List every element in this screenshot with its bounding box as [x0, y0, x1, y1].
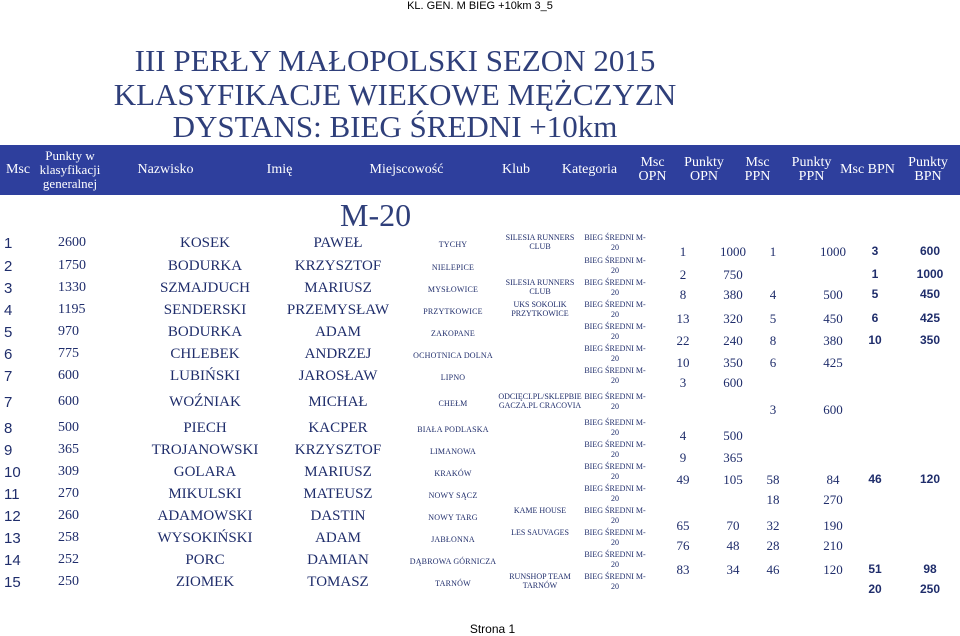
m-opn-cell: 9 [679, 450, 687, 465]
m-opn-cell: 10 [676, 355, 690, 370]
surname-cell: LUBIŃSKI [170, 368, 240, 384]
first-name-cell: ADAM [315, 530, 361, 546]
category-cell: BIEG ŚREDNI M-20 [584, 550, 646, 569]
m-ppn-cell: 6 [769, 355, 777, 370]
category-cell: BIEG ŚREDNI M-20 [584, 392, 646, 411]
p-bpn-cell: 98 [923, 562, 937, 576]
surname-cell: BODURKA [167, 324, 243, 340]
p-bpn-cell: 450 [919, 287, 941, 301]
col-msc-bpn: Msc BPN [839, 145, 896, 195]
m-bpn-cell: 6 [871, 311, 879, 325]
col-msc: Msc [0, 145, 36, 195]
general-points-cell: 600 [58, 368, 79, 383]
general-points-cell: 2600 [58, 235, 86, 250]
general-points-cell: 1750 [58, 258, 86, 273]
m-bpn-cell: 3 [871, 244, 879, 258]
rank-cell: 6 [4, 346, 13, 363]
col-first-name: Imię [227, 145, 332, 195]
surname-cell: CHLEBEK [170, 346, 240, 362]
table-row [0, 278, 960, 300]
city-cell: BIAŁA PODLASKA [417, 425, 489, 434]
general-points-cell: 250 [58, 574, 79, 589]
club-cell: ODCIĘCI.PL/SKLEPBIE GACZA.PL CRACOVIA [498, 392, 582, 410]
col-msc-opn: Msc OPN [628, 145, 677, 195]
rank-cell: 7 [4, 368, 13, 385]
category-cell: BIEG ŚREDNI M-20 [584, 366, 646, 385]
p-opn-cell: 365 [723, 450, 743, 465]
p-ppn-cell: 600 [823, 402, 843, 417]
general-points-cell: 260 [58, 508, 79, 523]
m-bpn-cell: 5 [871, 287, 879, 301]
m-opn-cell: 8 [679, 287, 687, 302]
rank-cell: 12 [4, 508, 21, 525]
p-opn-cell: 600 [723, 375, 743, 390]
col-club: Klub [481, 145, 551, 195]
m-bpn-cell: 1 [871, 267, 879, 281]
first-name-cell: JAROSŁAW [298, 368, 378, 384]
city-cell: TYCHY [438, 240, 468, 249]
m-opn-cell: 22 [676, 333, 690, 348]
rank-cell: 13 [4, 530, 21, 547]
m-opn-cell: 49 [676, 472, 690, 487]
category-cell: BIEG ŚREDNI M-20 [584, 300, 646, 319]
city-cell: NOWY TARG [428, 513, 478, 522]
club-cell: UKS SOKOLIK PRZYTKOWICE [511, 300, 569, 318]
surname-cell: TROJANOWSKI [151, 442, 259, 458]
city-cell: TARNÓW [435, 579, 471, 588]
rank-cell: 9 [4, 442, 13, 459]
p-bpn-cell: 250 [919, 582, 941, 596]
rank-cell: 11 [4, 486, 20, 503]
city-cell: LIMANOWA [429, 447, 477, 456]
m-opn-cell: 3 [679, 375, 687, 390]
general-points-cell: 258 [58, 530, 79, 545]
first-name-cell: MARIUSZ [304, 280, 372, 296]
p-bpn-cell: 1000 [916, 267, 944, 281]
p-opn-cell: 105 [723, 472, 743, 487]
m-opn-cell: 13 [676, 311, 690, 326]
category-cell: BIEG ŚREDNI M-20 [584, 506, 646, 525]
surname-cell: SENDERSKI [163, 302, 247, 318]
p-ppn-cell: 1000 [820, 244, 846, 259]
m-ppn-cell: 4 [769, 287, 777, 302]
city-cell: MYSŁOWICE [427, 285, 479, 294]
rank-cell: 15 [4, 574, 21, 591]
city-cell: CHEŁM [438, 399, 468, 408]
category-cell: BIEG ŚREDNI M-20 [584, 418, 646, 437]
table-row [0, 256, 960, 282]
category-cell: BIEG ŚREDNI M-20 [584, 528, 646, 547]
m-opn-cell: 2 [679, 267, 687, 282]
surname-cell: ZIOMEK [175, 574, 235, 590]
m-ppn-cell: 58 [766, 472, 780, 487]
p-opn-cell: 750 [723, 267, 743, 282]
rank-cell: 5 [4, 324, 13, 341]
general-points-cell: 600 [58, 394, 79, 409]
p-ppn-cell: 210 [823, 538, 843, 553]
m-bpn-cell: 51 [868, 562, 882, 576]
club-cell: RUNSHOP TEAM TARNÓW [509, 572, 571, 590]
p-ppn-cell: 380 [823, 333, 843, 348]
m-opn-cell: 83 [676, 562, 690, 577]
col-category: Kategoria [551, 145, 628, 195]
club-cell: SILESIA RUNNERS CLUB [505, 278, 575, 296]
general-points-cell: 1195 [58, 302, 86, 317]
club-cell: SILESIA RUNNERS CLUB [505, 233, 575, 251]
category-cell: BIEG ŚREDNI M-20 [584, 322, 646, 341]
m-bpn-cell: 20 [868, 582, 882, 596]
first-name-cell: TOMASZ [307, 574, 369, 590]
table-row [0, 344, 960, 370]
city-cell: OCHOTNICA DOLNA [413, 351, 493, 360]
p-opn-cell: 320 [723, 311, 743, 326]
table-row [0, 300, 960, 326]
rank-cell: 10 [4, 464, 21, 481]
category-group-label: M-20 [340, 197, 412, 233]
title-line-2: KLASYFIKACJE WIEKOWE MĘŻCZYZN [113, 77, 677, 112]
p-opn-cell: 240 [723, 333, 743, 348]
p-opn-cell: 70 [726, 518, 740, 533]
surname-cell: KOSEK [179, 235, 230, 251]
rank-cell: 4 [4, 302, 13, 319]
p-ppn-cell: 425 [823, 355, 843, 370]
table-row [0, 233, 960, 259]
table-row [0, 572, 960, 594]
rank-cell: 3 [4, 280, 13, 297]
p-ppn-cell: 450 [823, 311, 843, 326]
table-row [0, 418, 960, 443]
p-ppn-cell: 190 [823, 518, 843, 533]
surname-cell: BODURKA [167, 258, 243, 274]
surname-cell: PORC [185, 552, 225, 568]
m-ppn-cell: 28 [766, 538, 780, 553]
table-row [0, 322, 960, 348]
rank-cell: 14 [4, 552, 21, 569]
general-points-cell: 252 [58, 552, 79, 567]
city-cell: DĄBROWA GÓRNICZA [409, 557, 497, 566]
p-opn-cell: 1000 [720, 244, 746, 259]
rank-cell: 7 [4, 394, 13, 411]
surname-cell: ADAMOWSKI [157, 508, 253, 524]
page-footer: Strona 1 [469, 622, 516, 636]
category-cell: BIEG ŚREDNI M-20 [584, 233, 646, 252]
table-row [0, 462, 960, 487]
p-opn-cell: 350 [723, 355, 743, 370]
table-row [0, 528, 960, 553]
table-row [0, 484, 960, 506]
m-opn-cell: 76 [676, 538, 690, 553]
col-city: Miejscowość [332, 145, 481, 195]
title-line-1: III PERŁY MAŁOPOLSKI SEZON 2015 [134, 43, 656, 78]
rank-cell: 2 [4, 258, 13, 275]
club-cell: LES SAUVAGES [511, 528, 569, 537]
column-header-row [0, 145, 960, 195]
city-cell: JABŁONNA [431, 535, 475, 544]
m-ppn-cell: 18 [766, 492, 780, 507]
m-ppn-cell: 3 [769, 402, 777, 417]
first-name-cell: ADAM [315, 324, 361, 340]
p-opn-cell: 500 [723, 428, 743, 443]
p-ppn-cell: 500 [823, 287, 843, 302]
surname-cell: MIKULSKI [168, 486, 242, 502]
page-header: KL. GEN. M BIEG +10km 3_5 [407, 0, 553, 12]
m-ppn-cell: 32 [766, 518, 780, 533]
m-ppn-cell: 5 [769, 311, 777, 326]
category-cell: BIEG ŚREDNI M-20 [584, 256, 646, 275]
category-cell: BIEG ŚREDNI M-20 [584, 278, 646, 297]
m-opn-cell: 1 [679, 244, 687, 259]
city-cell: PRZYTKOWICE [423, 307, 483, 316]
table-row [0, 550, 960, 577]
first-name-cell: DASTIN [310, 508, 366, 524]
m-bpn-cell: 10 [868, 333, 882, 347]
surname-cell: PIECH [183, 420, 227, 436]
col-points-bpn: Punkty BPN [896, 145, 960, 195]
city-cell: NIELEPICE [431, 263, 475, 272]
general-points-cell: 775 [58, 346, 79, 361]
col-points-ppn: Punkty PPN [784, 145, 839, 195]
p-ppn-cell: 120 [823, 562, 843, 577]
club-cell: KAME HOUSE [513, 506, 567, 515]
general-points-cell: 270 [58, 486, 79, 501]
p-ppn-cell: 270 [823, 492, 843, 507]
first-name-cell: KRZYSZTOF [294, 442, 382, 458]
rank-cell: 1 [4, 235, 13, 252]
p-bpn-cell: 600 [919, 244, 941, 258]
p-ppn-cell: 84 [826, 472, 840, 487]
p-opn-cell: 380 [723, 287, 743, 302]
col-general-points: Punkty w klasyfikacji generalnej [36, 145, 104, 195]
rank-cell: 8 [4, 420, 13, 437]
m-ppn-cell: 46 [766, 562, 780, 577]
surname-cell: GOLARA [173, 464, 237, 480]
first-name-cell: DAMIAN [307, 552, 369, 568]
p-bpn-cell: 120 [919, 472, 941, 486]
city-cell: ZAKOPANE [431, 329, 475, 338]
category-cell: BIEG ŚREDNI M-20 [584, 484, 646, 503]
m-ppn-cell: 1 [769, 244, 777, 259]
first-name-cell: MATEUSZ [303, 486, 373, 502]
m-ppn-cell: 8 [769, 333, 777, 348]
first-name-cell: PAWEŁ [313, 235, 363, 251]
first-name-cell: MICHAŁ [308, 394, 368, 410]
first-name-cell: ANDRZEJ [304, 346, 372, 362]
category-cell: BIEG ŚREDNI M-20 [584, 344, 646, 363]
general-points-cell: 500 [58, 420, 79, 435]
surname-cell: SZMAJDUCH [159, 280, 250, 296]
first-name-cell: MARIUSZ [304, 464, 372, 480]
table-row [0, 366, 960, 388]
title-line-3: DYSTANS: BIEG ŚREDNI +10km [172, 109, 618, 144]
category-cell: BIEG ŚREDNI M-20 [584, 462, 646, 481]
p-bpn-cell: 425 [919, 311, 941, 325]
category-cell: BIEG ŚREDNI M-20 [584, 440, 646, 459]
general-points-cell: 365 [58, 442, 79, 457]
p-bpn-cell: 350 [919, 333, 941, 347]
col-points-opn: Punkty OPN [677, 145, 731, 195]
col-surname: Nazwisko [104, 145, 227, 195]
city-cell: NOWY SĄCZ [428, 491, 478, 500]
general-points-cell: 1330 [58, 280, 86, 295]
category-cell: BIEG ŚREDNI M-20 [584, 572, 646, 591]
table-row [0, 440, 960, 465]
col-msc-ppn: Msc PPN [731, 145, 784, 195]
general-points-cell: 309 [58, 464, 79, 479]
surname-cell: WOŹNIAK [169, 394, 241, 410]
p-opn-cell: 48 [726, 538, 740, 553]
city-cell: KRAKÓW [434, 469, 472, 478]
table-row [0, 392, 960, 417]
m-opn-cell: 65 [676, 518, 690, 533]
general-points-cell: 970 [58, 324, 79, 339]
p-opn-cell: 34 [726, 562, 740, 577]
first-name-cell: KRZYSZTOF [294, 258, 382, 274]
m-opn-cell: 4 [679, 428, 687, 443]
first-name-cell: PRZEMYSŁAW [286, 302, 390, 318]
city-cell: LIPNO [440, 373, 466, 382]
m-bpn-cell: 46 [868, 472, 882, 486]
surname-cell: WYSOKIŃSKI [157, 530, 253, 546]
first-name-cell: KACPER [308, 420, 368, 436]
